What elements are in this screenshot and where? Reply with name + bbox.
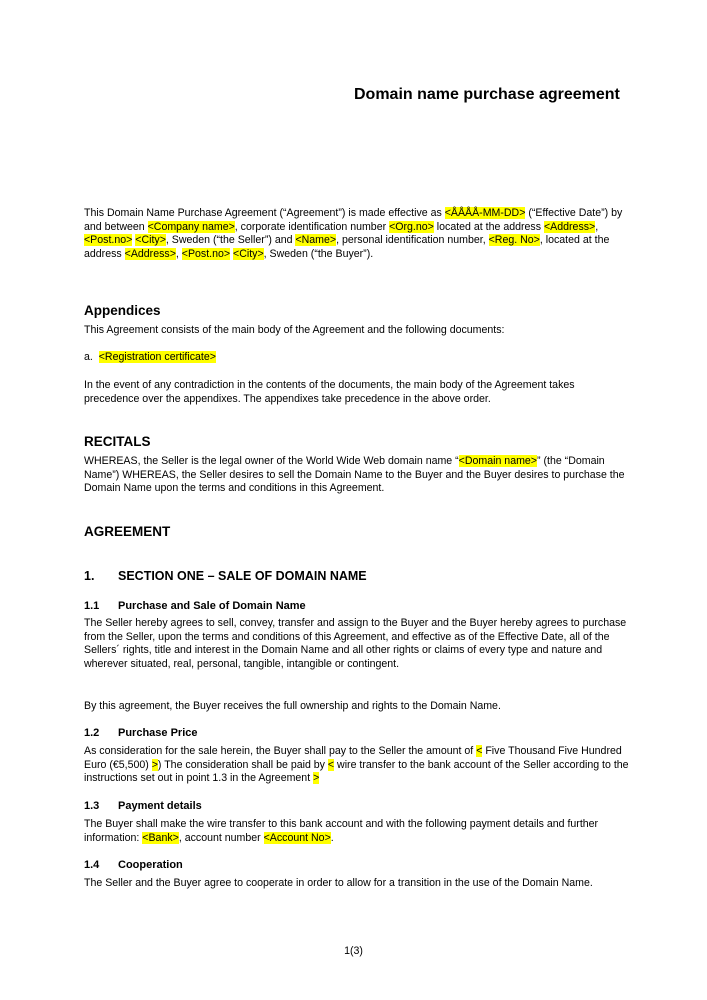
document-title: Domain name purchase agreement bbox=[354, 86, 620, 103]
subsection-number: 1.2 bbox=[84, 727, 100, 739]
appendices-heading: Appendices bbox=[84, 303, 161, 318]
placeholder-close-bracket: > bbox=[313, 772, 320, 785]
org-no-placeholder: <Org.no> bbox=[389, 220, 434, 233]
cooperation-paragraph: The Seller and the Buyer agree to cooperate in order to allow for a transition in the use of the Domain Name. bbox=[84, 877, 593, 889]
seller-address-placeholder: <Address> bbox=[543, 220, 596, 233]
recitals-text: WHEREAS, the Seller is the legal owner of the World Wide Web domain name “ bbox=[84, 455, 459, 467]
recitals-heading: RECITALS bbox=[84, 434, 151, 449]
bank-placeholder: <Bank> bbox=[142, 831, 179, 844]
date-placeholder: <ÅÅÅÅ-MM-DD> bbox=[444, 207, 526, 219]
section-one-heading bbox=[84, 569, 367, 583]
subsection-title: Purchase Price bbox=[118, 727, 198, 739]
intro-text: , Sweden (“the Seller”) and bbox=[165, 234, 296, 247]
intro-text: located at the address bbox=[433, 220, 544, 233]
intro-text: , personal identification number, bbox=[336, 234, 489, 247]
buyer-post-no-placeholder: <Post.no> bbox=[181, 247, 231, 260]
registration-certificate-placeholder: <Registration certificate> bbox=[98, 351, 216, 363]
payment-text: , account number bbox=[178, 831, 264, 844]
page-number: 1(3) bbox=[344, 945, 363, 957]
intro-text: , Sweden (“the Buyer”). bbox=[263, 247, 374, 260]
subsection-number: 1.1 bbox=[84, 600, 100, 612]
section-number: 1. bbox=[84, 569, 95, 583]
subsection-1-3-heading bbox=[84, 800, 202, 812]
intro-text: , bbox=[175, 247, 182, 260]
subsection-title: Purchase and Sale of Domain Name bbox=[118, 600, 306, 612]
payment-text: . bbox=[330, 831, 334, 844]
price-text: As consideration for the sale herein, the Buyer shall pay to the Seller the amount of bbox=[84, 745, 477, 757]
price-text: ) The consideration shall be paid by bbox=[157, 758, 328, 771]
seller-city-placeholder: <City> bbox=[135, 234, 166, 247]
intro-paragraph bbox=[84, 207, 629, 261]
account-no-placeholder: <Account No> bbox=[263, 831, 331, 844]
price-amount: Five Thousand Five Hundred Euro (€5,500) bbox=[84, 745, 622, 771]
placeholder-open-bracket: < bbox=[327, 758, 335, 771]
subsection-number: 1.4 bbox=[84, 859, 100, 871]
intro-text: This Domain Name Purchase Agreement (“Agreement”) is made effective as bbox=[84, 207, 445, 219]
buyer-name-placeholder: <Name> bbox=[295, 234, 337, 247]
company-name-placeholder: <Company name> bbox=[147, 220, 235, 233]
payment-details-paragraph bbox=[84, 818, 629, 845]
subsection-1-4-heading bbox=[84, 859, 183, 871]
subsection-1-2-heading bbox=[84, 727, 198, 739]
subsection-title: Cooperation bbox=[118, 859, 183, 871]
recitals-text: ” (the “Domain Name”) WHEREAS, the Seller desires to sell the Domain Name to the Buyer and the Buyer desires to purchase the Domain Name upon the terms and conditions in this Agreement. bbox=[84, 455, 625, 495]
payment-instruction: wire transfer to the bank account of the Seller according to the instructions set out in point 1.3 in the Agreement bbox=[84, 758, 629, 785]
purchase-price-paragraph bbox=[84, 745, 629, 786]
intro-text: , located at the address bbox=[84, 234, 610, 260]
domain-name-placeholder: <Domain name> bbox=[458, 455, 537, 467]
seller-post-no-placeholder: <Post.no> bbox=[84, 234, 133, 247]
reg-no-placeholder: <Reg. No> bbox=[488, 234, 540, 247]
agreement-heading: AGREEMENT bbox=[84, 524, 171, 539]
intro-text: , bbox=[595, 220, 599, 233]
placeholder-close-bracket: > bbox=[151, 758, 158, 771]
intro-text: , corporate identification number bbox=[234, 220, 390, 233]
buyer-city-placeholder: <City> bbox=[233, 247, 264, 260]
appendices-contradiction: In the event of any contradiction in the contents of the documents, the main body of the Agreement takes precedence over the appendixes. The appendixes take precedence in the above order. bbox=[84, 379, 575, 405]
recitals-paragraph bbox=[84, 455, 629, 496]
intro-text: (“Effective Date”) by and between bbox=[84, 207, 623, 233]
buyer-address-placeholder: <Address> bbox=[124, 247, 176, 260]
placeholder-open-bracket: < bbox=[476, 745, 483, 757]
subsection-title: Payment details bbox=[118, 800, 202, 812]
section-title: SECTION ONE – SALE OF DOMAIN NAME bbox=[118, 569, 367, 583]
appendices-text: This Agreement consists of the main body of the Agreement and the following documents: bbox=[84, 324, 505, 336]
full-ownership-paragraph: By this agreement, the Buyer receives the full ownership and rights to the Domain Name. bbox=[84, 700, 501, 712]
subsection-1-1-heading bbox=[84, 600, 306, 612]
purchase-sale-paragraph: The Seller hereby agrees to sell, convey, transfer and assign to the Buyer and the Buyer hereby agrees to purchase from the Seller, upon the terms and conditions of this Agreement, and effective as of the Effective Date, all of the Sellers´ rights, title and interest in the Domain Name and all other rights or claims of every type and nature and wherever situated, real, personal, tangible, intangible or contingent. bbox=[84, 617, 627, 670]
appendix-item bbox=[84, 351, 629, 365]
appendix-item-letter: a. bbox=[84, 351, 93, 363]
subsection-number: 1.3 bbox=[84, 800, 100, 812]
payment-text: The Buyer shall make the wire transfer to this bank account and with the following payment details and further information: bbox=[84, 818, 599, 844]
